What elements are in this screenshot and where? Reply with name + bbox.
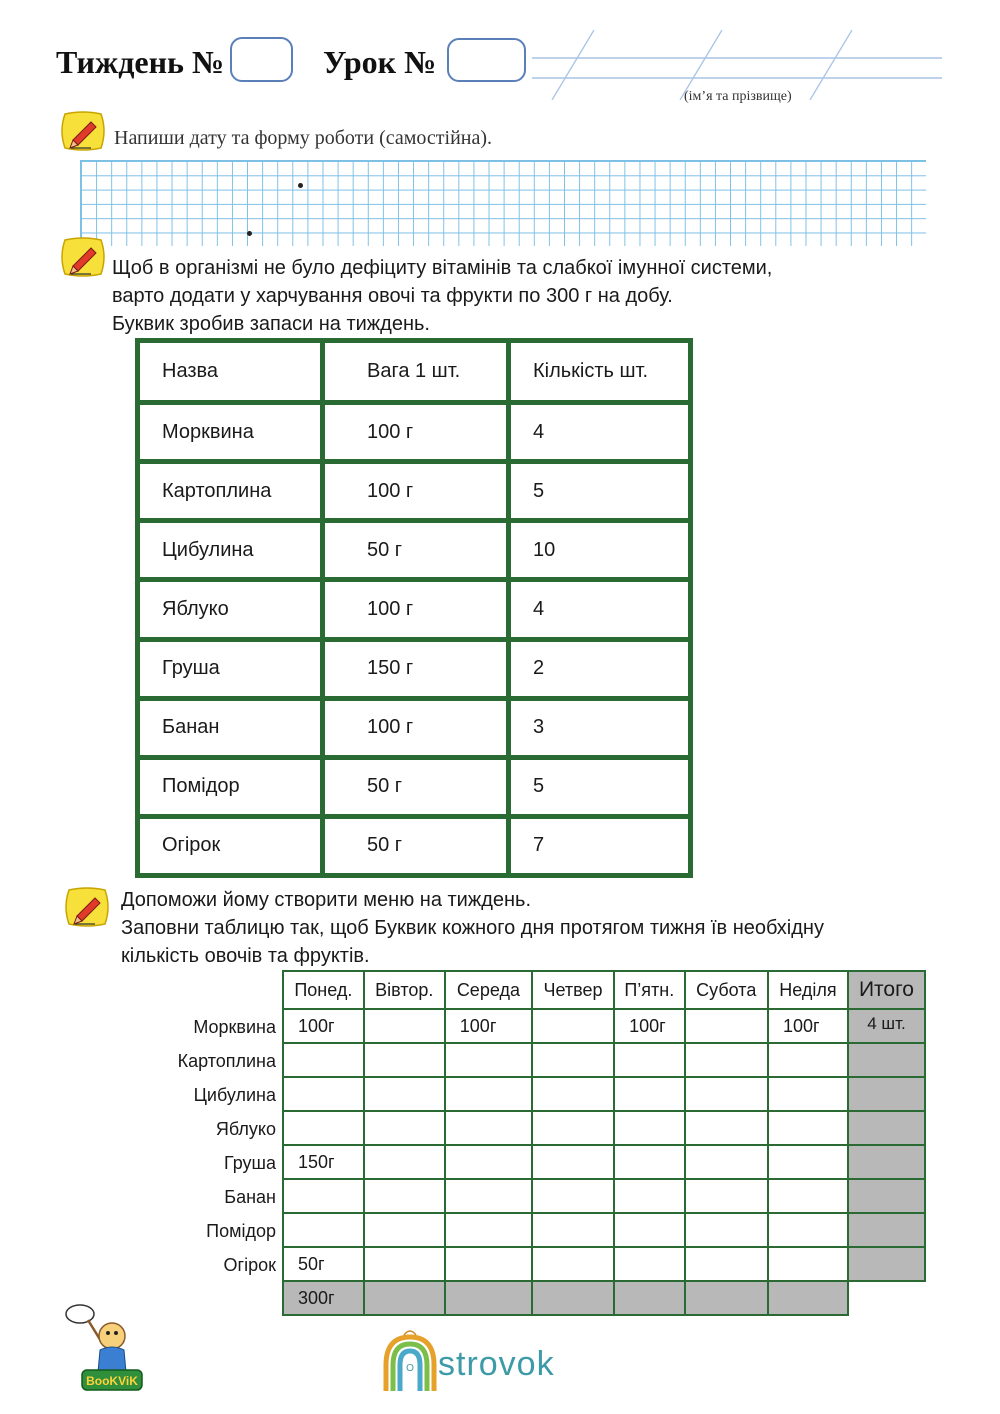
weekly-menu-table <box>282 970 926 1316</box>
menu-cell[interactable] <box>685 1009 768 1043</box>
total-cell[interactable] <box>848 1043 925 1077</box>
product-count: 7 <box>509 816 691 875</box>
menu-cell[interactable] <box>532 1043 614 1077</box>
task3-text <box>121 886 824 970</box>
menu-cell[interactable] <box>614 1213 684 1247</box>
menu-cell[interactable] <box>445 1179 532 1213</box>
task3-line: Допоможи йому створити меню на тиждень. <box>121 889 532 911</box>
day-header: Середа <box>445 971 532 1009</box>
daily-total-cell[interactable] <box>532 1281 614 1315</box>
menu-row-label: Цибулина <box>193 1085 276 1105</box>
task2-text <box>112 254 772 338</box>
product-weight: 50 г <box>323 757 509 816</box>
menu-cell[interactable]: 100г <box>283 1009 364 1043</box>
product-weight: 50 г <box>323 521 509 580</box>
table-row <box>138 580 691 639</box>
table-header-row <box>138 341 691 403</box>
menu-header-row <box>283 971 925 1009</box>
menu-cell[interactable] <box>445 1145 532 1179</box>
menu-cell[interactable] <box>283 1179 364 1213</box>
menu-cell[interactable] <box>532 1111 614 1145</box>
menu-row-labels <box>130 1010 276 1282</box>
total-cell[interactable] <box>848 1213 925 1247</box>
task2-line: варто додати у харчування овочі та фрукти по 300 г на добу. <box>112 285 673 307</box>
product-weight: 100 г <box>323 580 509 639</box>
menu-cell[interactable] <box>445 1043 532 1077</box>
menu-cell[interactable] <box>614 1179 684 1213</box>
menu-cell[interactable] <box>685 1247 768 1281</box>
menu-cell[interactable] <box>685 1145 768 1179</box>
menu-cell[interactable]: 150г <box>283 1145 364 1179</box>
empty-corner <box>848 1281 925 1315</box>
task2-line: Щоб в організмі не було дефіциту вітамінів та слабкої імунної системи, <box>112 257 773 279</box>
ostrovok-rainbow-logo <box>380 1325 600 1395</box>
menu-cell[interactable] <box>364 1145 445 1179</box>
table-row <box>138 698 691 757</box>
daily-total-cell[interactable]: 300г <box>283 1281 364 1315</box>
total-cell[interactable] <box>848 1145 925 1179</box>
day-header: Четвер <box>532 971 614 1009</box>
table-row <box>138 462 691 521</box>
table-row <box>138 757 691 816</box>
menu-cell[interactable] <box>768 1145 848 1179</box>
product-name: Картоплина <box>138 462 323 521</box>
product-count: 5 <box>509 757 691 816</box>
total-cell[interactable] <box>848 1111 925 1145</box>
col-header-name: Назва <box>138 341 323 403</box>
total-header: Итого <box>848 971 925 1009</box>
product-count: 4 <box>509 580 691 639</box>
total-cell[interactable] <box>848 1077 925 1111</box>
menu-cell[interactable] <box>364 1179 445 1213</box>
menu-cell[interactable] <box>283 1043 364 1077</box>
pencil-task-icon <box>59 110 107 152</box>
menu-cell[interactable] <box>614 1111 684 1145</box>
menu-cell[interactable] <box>768 1213 848 1247</box>
product-count: 4 <box>509 403 691 462</box>
task3-line: Заповни таблицю так, щоб Буквик кожного дня протягом тижня їв необхідну <box>121 917 824 939</box>
menu-cell[interactable]: 50г <box>283 1247 364 1281</box>
pencil-task-icon <box>59 236 107 278</box>
lesson-number-field[interactable] <box>447 38 526 82</box>
menu-cell[interactable] <box>283 1077 364 1111</box>
daily-total-cell[interactable] <box>445 1281 532 1315</box>
writing-grid[interactable] <box>80 160 926 246</box>
menu-cell[interactable]: 100г <box>768 1009 848 1043</box>
menu-row-label: Яблуко <box>215 1119 276 1139</box>
bookvik-logo-text: BooKViK <box>86 1374 138 1388</box>
menu-row-label: Банан <box>224 1187 276 1207</box>
menu-row <box>283 1213 925 1247</box>
menu-cell[interactable] <box>685 1213 768 1247</box>
daily-total-cell[interactable] <box>364 1281 445 1315</box>
table-row <box>138 403 691 462</box>
table-row <box>138 639 691 698</box>
menu-cell[interactable] <box>283 1111 364 1145</box>
total-cell[interactable]: 4 шт. <box>848 1009 925 1043</box>
menu-cell[interactable] <box>685 1043 768 1077</box>
product-weight: 150 г <box>323 639 509 698</box>
table-row <box>138 521 691 580</box>
menu-row-label: Груша <box>224 1153 276 1173</box>
daily-total-cell[interactable] <box>685 1281 768 1315</box>
menu-cell[interactable] <box>685 1111 768 1145</box>
product-name: Груша <box>138 639 323 698</box>
menu-row <box>283 1179 925 1213</box>
menu-row <box>283 1077 925 1111</box>
total-cell[interactable] <box>848 1247 925 1281</box>
product-name: Яблуко <box>138 580 323 639</box>
menu-row <box>283 1111 925 1145</box>
product-name: Банан <box>138 698 323 757</box>
menu-cell[interactable]: 100г <box>445 1009 532 1043</box>
menu-cell[interactable] <box>283 1213 364 1247</box>
menu-cell[interactable] <box>364 1077 445 1111</box>
menu-cell[interactable] <box>445 1111 532 1145</box>
product-name: Помідор <box>138 757 323 816</box>
grid-dot <box>247 231 252 236</box>
menu-cell[interactable] <box>364 1247 445 1281</box>
menu-cell[interactable] <box>532 1179 614 1213</box>
day-header: Неділя <box>768 971 848 1009</box>
product-name: Цибулина <box>138 521 323 580</box>
menu-cell[interactable] <box>614 1247 684 1281</box>
product-name: Морквина <box>138 403 323 462</box>
menu-row <box>283 1145 925 1179</box>
menu-cell[interactable] <box>445 1213 532 1247</box>
menu-cell[interactable] <box>768 1111 848 1145</box>
daily-total-cell[interactable] <box>768 1281 848 1315</box>
menu-row <box>283 1247 925 1281</box>
menu-row-label: Помідор <box>206 1221 276 1241</box>
menu-cell[interactable] <box>685 1077 768 1111</box>
menu-cell[interactable] <box>532 1247 614 1281</box>
menu-cell[interactable] <box>532 1145 614 1179</box>
products-table <box>135 338 693 878</box>
task2-line: Буквик зробив запаси на тиждень. <box>112 313 430 335</box>
product-weight: 100 г <box>323 462 509 521</box>
week-label: Тиждень № <box>56 44 225 80</box>
product-count: 5 <box>509 462 691 521</box>
bookvik-mascot-logo <box>60 1296 160 1396</box>
product-weight: 50 г <box>323 816 509 875</box>
product-weight: 100 г <box>323 403 509 462</box>
daily-total-cell[interactable] <box>614 1281 684 1315</box>
pencil-task-icon <box>63 886 111 928</box>
daily-total-row <box>283 1281 925 1315</box>
menu-cell[interactable] <box>364 1111 445 1145</box>
total-cell[interactable] <box>848 1179 925 1213</box>
product-name: Огірок <box>138 816 323 875</box>
week-number-field[interactable] <box>230 37 293 82</box>
menu-row <box>283 1043 925 1077</box>
menu-row-label: Картоплина <box>177 1051 276 1071</box>
col-header-count: Кількість шт. <box>509 341 691 403</box>
menu-row-label: Огірок <box>223 1255 276 1275</box>
table-row <box>138 816 691 875</box>
menu-row <box>283 1009 925 1043</box>
task3-line: кількість овочів та фруктів. <box>121 945 370 967</box>
menu-row-label: Морквина <box>193 1017 276 1037</box>
menu-cell[interactable] <box>614 1145 684 1179</box>
lesson-label: Урок № <box>323 44 437 80</box>
menu-cell[interactable] <box>364 1213 445 1247</box>
menu-cell[interactable] <box>768 1077 848 1111</box>
menu-cell[interactable] <box>445 1077 532 1111</box>
day-header: Субота <box>685 971 768 1009</box>
menu-cell[interactable] <box>768 1043 848 1077</box>
menu-cell[interactable] <box>532 1009 614 1043</box>
menu-cell[interactable] <box>364 1043 445 1077</box>
product-count: 10 <box>509 521 691 580</box>
menu-cell[interactable] <box>445 1247 532 1281</box>
menu-cell[interactable] <box>685 1179 768 1213</box>
day-header: П’ятн. <box>614 971 684 1009</box>
grid-dot <box>298 183 303 188</box>
menu-cell[interactable] <box>532 1213 614 1247</box>
menu-cell[interactable] <box>768 1179 848 1213</box>
menu-cell[interactable]: 100г <box>614 1009 684 1043</box>
menu-cell[interactable] <box>614 1077 684 1111</box>
task1-instruction: Напиши дату та форму роботи (самостійна). <box>114 127 493 149</box>
product-count: 2 <box>509 639 691 698</box>
menu-cell[interactable] <box>532 1077 614 1111</box>
menu-cell[interactable] <box>614 1043 684 1077</box>
product-weight: 100 г <box>323 698 509 757</box>
col-header-weight: Вага 1 шт. <box>323 341 509 403</box>
day-header: Вівтор. <box>364 971 445 1009</box>
menu-cell[interactable] <box>364 1009 445 1043</box>
name-caption: (ім’я та прізвище) <box>684 89 792 104</box>
ostrovok-logo-text: strovok <box>438 1345 555 1383</box>
day-header: Понед. <box>283 971 364 1009</box>
ostrovok-logo-initial: O <box>406 1363 414 1374</box>
menu-cell[interactable] <box>768 1247 848 1281</box>
product-count: 3 <box>509 698 691 757</box>
